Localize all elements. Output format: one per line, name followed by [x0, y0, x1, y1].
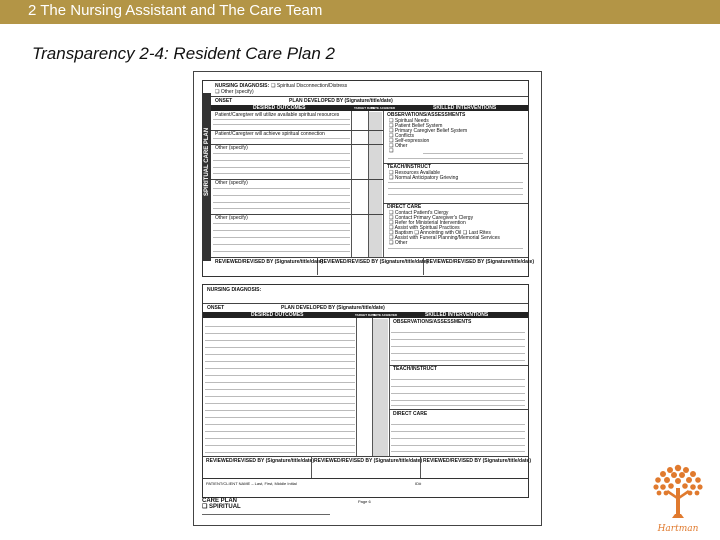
patient-footer-box [202, 478, 529, 498]
slide-header-bar [0, 0, 720, 24]
direct-care-item: ❑ Other [389, 240, 408, 246]
teach-heading: TEACH/INSTRUCT [387, 164, 431, 170]
tree-logo-icon [648, 460, 708, 535]
direct-care-item: ❑ Refer for Ministerial Intervention [389, 220, 466, 226]
direct-care-heading: DIRECT CARE [387, 204, 422, 210]
reviewed-by-2: REVIEWED/REVISED BY (Signature/title/date) [314, 458, 422, 464]
other-specify: ❑ Other (specify) [215, 89, 254, 95]
outcome-1: Patient/Caregiver will utilize available spiritual resources [215, 112, 340, 118]
blank-care-plan-form [202, 284, 529, 486]
col-date-achieved: DATE ACHIEVED [373, 313, 398, 317]
spiritual-checkbox-label: ❑ SPIRITUAL [202, 504, 241, 510]
outcome-5: Other (specify) [215, 215, 248, 221]
observation-item: ❑ Other [389, 143, 408, 149]
direct-care-item: ❑ Contact Primary Caregiver's Clergy [389, 215, 474, 221]
sidebar-label: SPIRITUAL CARE PLAN [204, 127, 210, 196]
direct-care-item: ❑ Assist with Funeral Planning/Memorial Services [389, 235, 500, 241]
observation-item: ❑ [389, 148, 394, 154]
hartman-logo [648, 460, 708, 535]
observation-item: ❑ Primary Caregiver Belief System [389, 128, 468, 134]
logo-text: Hartman [657, 524, 699, 534]
care-plan-label: CARE PLAN [202, 498, 238, 504]
col-target-date: TARGET DATE [354, 106, 375, 110]
reviewed-by-1: REVIEWED/REVISED BY (Signature/title/date) [215, 259, 323, 265]
col-skilled-interventions: SKILLED INTERVENTIONS [425, 312, 489, 318]
observation-item: ❑ Spiritual Needs [389, 118, 429, 124]
direct-care-item: ❑ Baptism ❑ Annointing with Oil ❑ Last Rites [389, 230, 491, 236]
nursing-diagnosis-label: NURSING DIAGNOSIS: [215, 83, 270, 89]
observation-item: ❑ Conflicts [389, 133, 415, 139]
nursing-diagnosis-label: NURSING DIAGNOSIS: [207, 287, 262, 293]
id-label: ID# [415, 481, 422, 486]
direct-care-item: ❑ Contact Patient's Clergy [389, 210, 449, 216]
diagnosis-option: ❑ Spiritual Disconnection/Distress [271, 83, 348, 89]
column-header-row [203, 312, 528, 318]
spiritual-care-plan-form [202, 80, 534, 277]
observations-heading: OBSERVATIONS/ASSESSMENTS [393, 319, 472, 325]
plan-developed-label: PLAN DEVELOPED BY (Signature/title/date) [289, 98, 393, 104]
reviewed-by-1: REVIEWED/REVISED BY (Signature/title/date) [206, 458, 314, 464]
col-desired-outcomes: DESIRED OUTCOMES [253, 105, 306, 111]
care-plan-document [193, 71, 542, 526]
column-header-row [211, 105, 528, 111]
onset-label: ONSET [207, 305, 225, 311]
patient-name-label: PATIENT/CLIENT NAME – Last, First, Middle Initial [206, 481, 297, 486]
outcome-3: Other (specify) [215, 145, 248, 151]
reviewed-by-3: REVIEWED/REVISED BY (Signature/title/date) [423, 458, 531, 464]
slide-header-title: 2 The Nursing Assistant and The Care Team [28, 2, 323, 19]
teach-item: ❑ Resources Available [389, 170, 441, 176]
reviewed-by-2: REVIEWED/REVISED BY (Signature/title/date) [320, 259, 428, 265]
col-skilled-interventions: SKILLED INTERVENTIONS [433, 105, 497, 111]
col-date-achieved: DATE ACHIEVED [371, 106, 396, 110]
onset-label: ONSET [215, 98, 233, 104]
slide-subtitle: Transparency 2-4: Resident Care Plan 2 [32, 44, 336, 63]
reviewed-by-3: REVIEWED/REVISED BY (Signature/title/date) [426, 259, 534, 265]
outcome-2: Patient/Caregiver will achieve spiritual connection [215, 131, 325, 137]
outcome-4: Other (specify) [215, 180, 248, 186]
teach-heading: TEACH/INSTRUCT [393, 366, 437, 372]
observation-item: ❑ Self-expression [389, 138, 430, 144]
col-target-date: TARGET DATE [355, 313, 376, 317]
observations-heading: OBSERVATIONS/ASSESSMENTS [387, 112, 466, 118]
page-number-label: Page 6 [358, 499, 371, 504]
observation-item: ❑ Patient Belief System [389, 123, 443, 129]
teach-item: ❑ Normal Anticipatory Grieving [389, 175, 459, 181]
col-desired-outcomes: DESIRED OUTCOMES [251, 312, 304, 318]
plan-developed-label: PLAN DEVELOPED BY (Signature/title/date) [281, 305, 385, 311]
direct-care-heading: DIRECT CARE [393, 411, 428, 417]
direct-care-item: ❑ Assist with Spiritual Practices [389, 225, 460, 231]
